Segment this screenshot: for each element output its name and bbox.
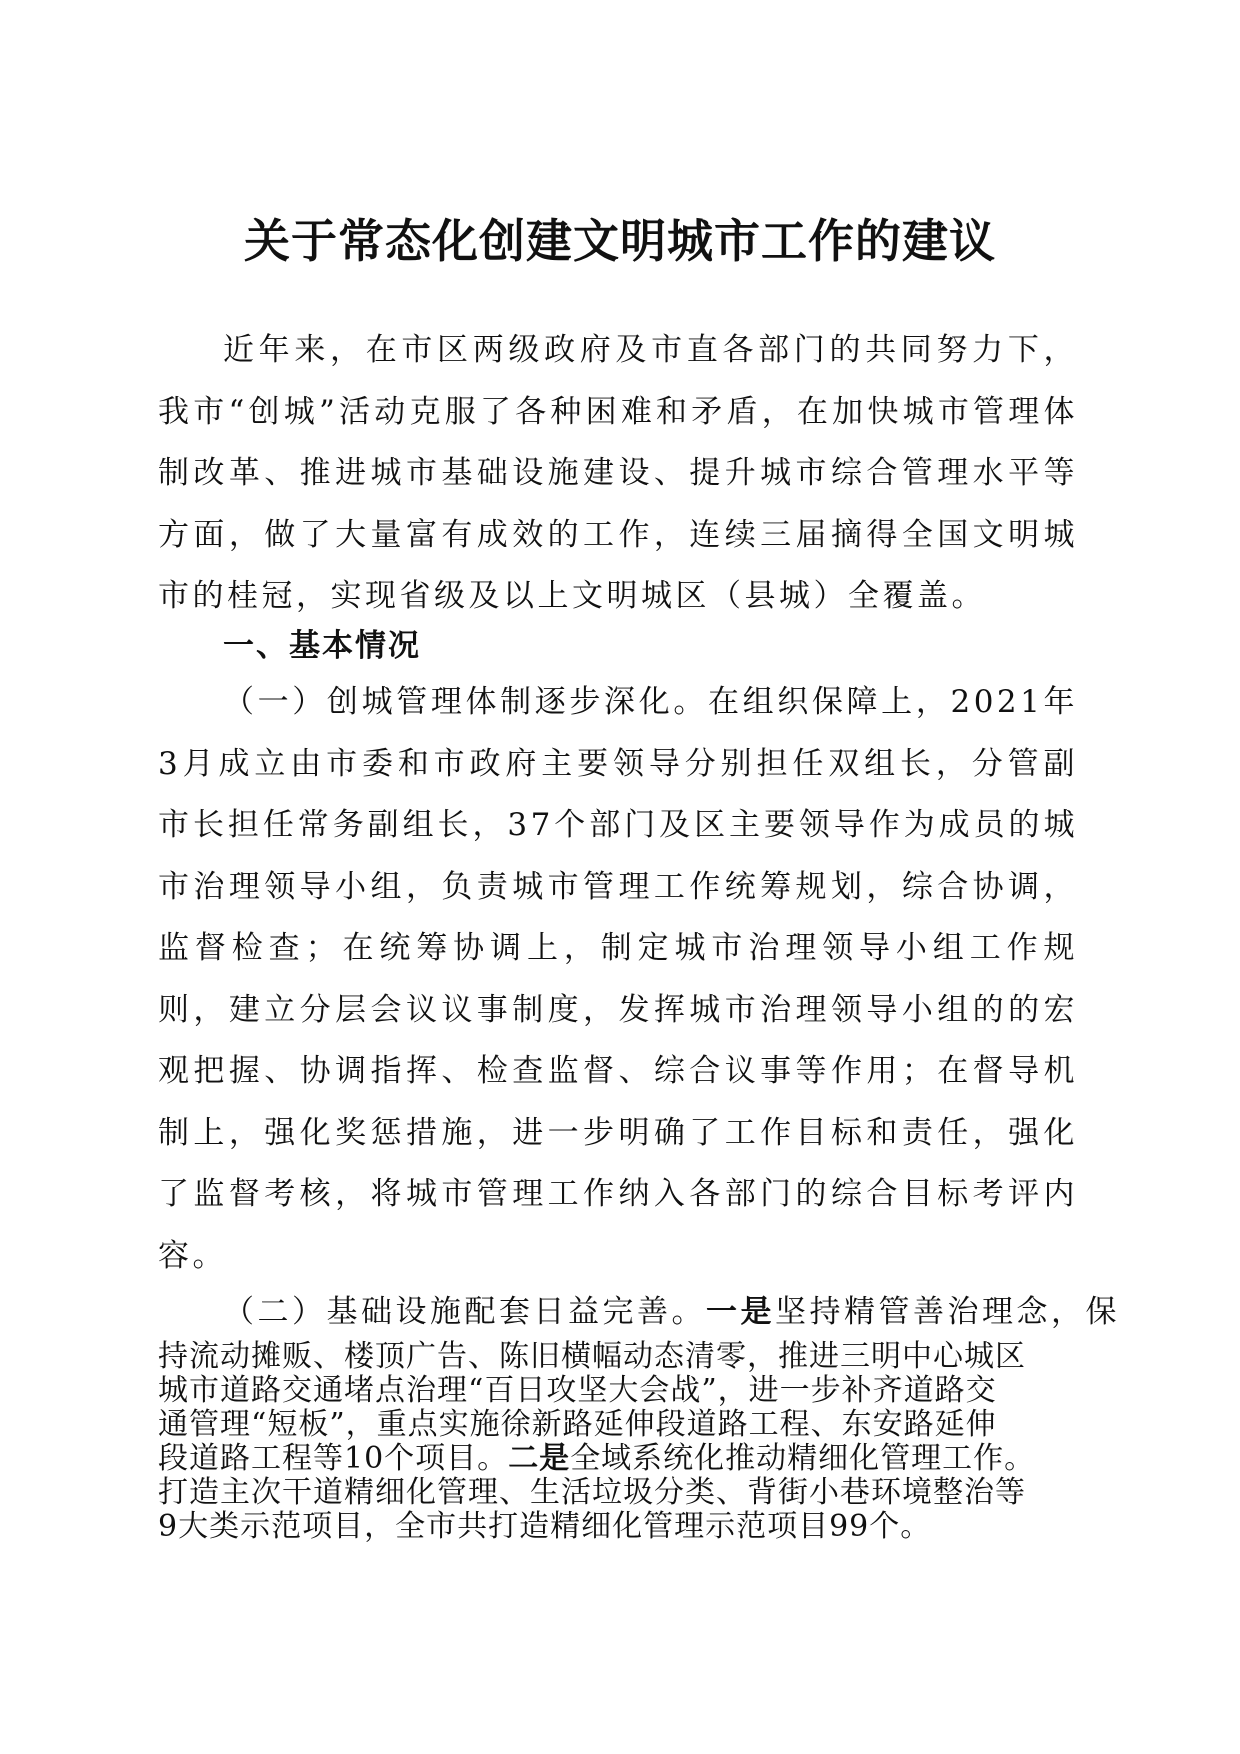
item1-paragraph: （一）创城管理体制逐步深化。在组织保障上，2021年3月成立由市委和市政府主要领导分别担任双组长，分管副市长担任常务副组长，37个部门及区主要领导作为成员的城市治理领导小组，负责城市管理工作统筹规划，综合协调，监督检查；在统筹协调上，制定城市治理领导小组工作规则，建立分层会议议事制度，发挥城市治理领导小组的的宏观把握、协调指挥、检查监督、综合议事等作用；在督导机制上，强化奖惩措施，进一步明确了工作目标和责任，强化了监督考核，将城市管理工作纳入各部门的综合目标考评内容。 (158, 684, 1078, 1274)
document-title: 关于常态化创建文明城市工作的建议 (244, 213, 996, 268)
item2-body (158, 1340, 1078, 1544)
item2-line-4-before: 段道路工程等10个项目。 (158, 1441, 509, 1476)
item2-first-line (158, 1282, 1120, 1342)
item2-bold-second: 二是 (508, 1441, 571, 1476)
item2-line-4-after: 全域系统化推动精细化管理工作。 (570, 1441, 1036, 1476)
item2-line-2: 城市道路交通堵点治理“百日攻坚大会战”，进一步补齐道路交 (158, 1373, 997, 1408)
item2-line-4 (158, 1442, 1078, 1476)
item2-line-5: 打造主次干道精细化管理、生活垃圾分类、背街小巷环境整治等 (158, 1475, 1026, 1510)
item2-line-3: 通管理“短板”，重点实施徐新路延伸段道路工程、东安路延伸 (158, 1407, 997, 1442)
item2-lead: （二）基础设施配套日益完善。 (223, 1294, 706, 1330)
item2-line-6: 9大类示范项目，全市共打造精细化管理示范项目99个。 (158, 1509, 932, 1544)
item2-first-rest: 坚持精管善治理念，保 (775, 1294, 1120, 1330)
item2-line-1: 持流动摊贩、楼顶广告、陈旧横幅动态清零，推进三明中心城区 (158, 1339, 1026, 1374)
section-heading-basic-situation: 一、基本情况 (223, 628, 421, 664)
intro-paragraph: 近年来，在市区两级政府及市直各部门的共同努力下，我市“创城”活动克服了各种困难和矛盾，在加快城市管理体制改革、推进城市基础设施建设、提升城市综合管理水平等方面，做了大量富有成效的工作，连续三届摘得全国文明城市的桂冠，实现省级及以上文明城区（县城）全覆盖。 (158, 332, 1078, 614)
item2-bold-first: 一是 (706, 1294, 775, 1330)
